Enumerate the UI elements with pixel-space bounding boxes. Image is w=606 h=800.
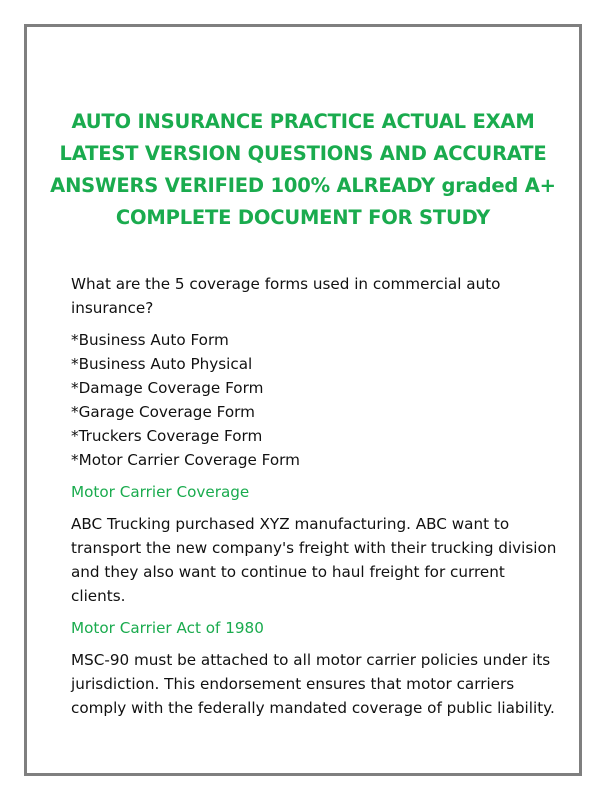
heading-motor-carrier-coverage (71, 480, 541, 504)
paragraph-line: clients. (71, 587, 126, 605)
title-line: COMPLETE DOCUMENT FOR STUDY (115, 206, 491, 229)
question-line: insurance? (71, 299, 154, 317)
list-item: *Truckers Coverage Form (71, 427, 263, 445)
heading-motor-carrier-act (71, 616, 541, 640)
paragraph-line: MSC-90 must be attached to all motor carrier policies under its (71, 651, 551, 669)
question-coverage-forms (71, 272, 541, 320)
title-line: LATEST VERSION QUESTIONS AND ACCURATE (59, 142, 547, 165)
document-title (40, 106, 566, 234)
paragraph-line: transport the new company's freight with their trucking division (71, 539, 557, 557)
paragraph-line: comply with the federally mandated coverage of public liability. (71, 699, 555, 717)
list-item: *Damage Coverage Form (71, 379, 264, 397)
list-item: *Business Auto Physical (71, 355, 253, 373)
document-body (71, 272, 557, 728)
question-line: What are the 5 coverage forms used in commercial auto (71, 275, 501, 293)
paragraph-line: and they also want to continue to haul freight for current (71, 563, 505, 581)
list-item: *Motor Carrier Coverage Form (71, 451, 300, 469)
paragraph-line: jurisdiction. This endorsement ensures that motor carriers (71, 675, 515, 693)
title-line: AUTO INSURANCE PRACTICE ACTUAL EXAM (71, 110, 535, 133)
list-item: *Garage Coverage Form (71, 403, 255, 421)
section-heading: Motor Carrier Coverage (71, 483, 250, 501)
list-item: *Business Auto Form (71, 331, 229, 349)
paragraph-abc-trucking (71, 512, 557, 608)
title-line: ANSWERS VERIFIED 100% ALREADY graded A+ (50, 174, 556, 197)
paragraph-line: ABC Trucking purchased XYZ manufacturing. ABC want to (71, 515, 510, 533)
answer-coverage-forms-list (71, 328, 541, 472)
paragraph-msc-90 (71, 648, 555, 720)
section-heading: Motor Carrier Act of 1980 (71, 619, 264, 637)
